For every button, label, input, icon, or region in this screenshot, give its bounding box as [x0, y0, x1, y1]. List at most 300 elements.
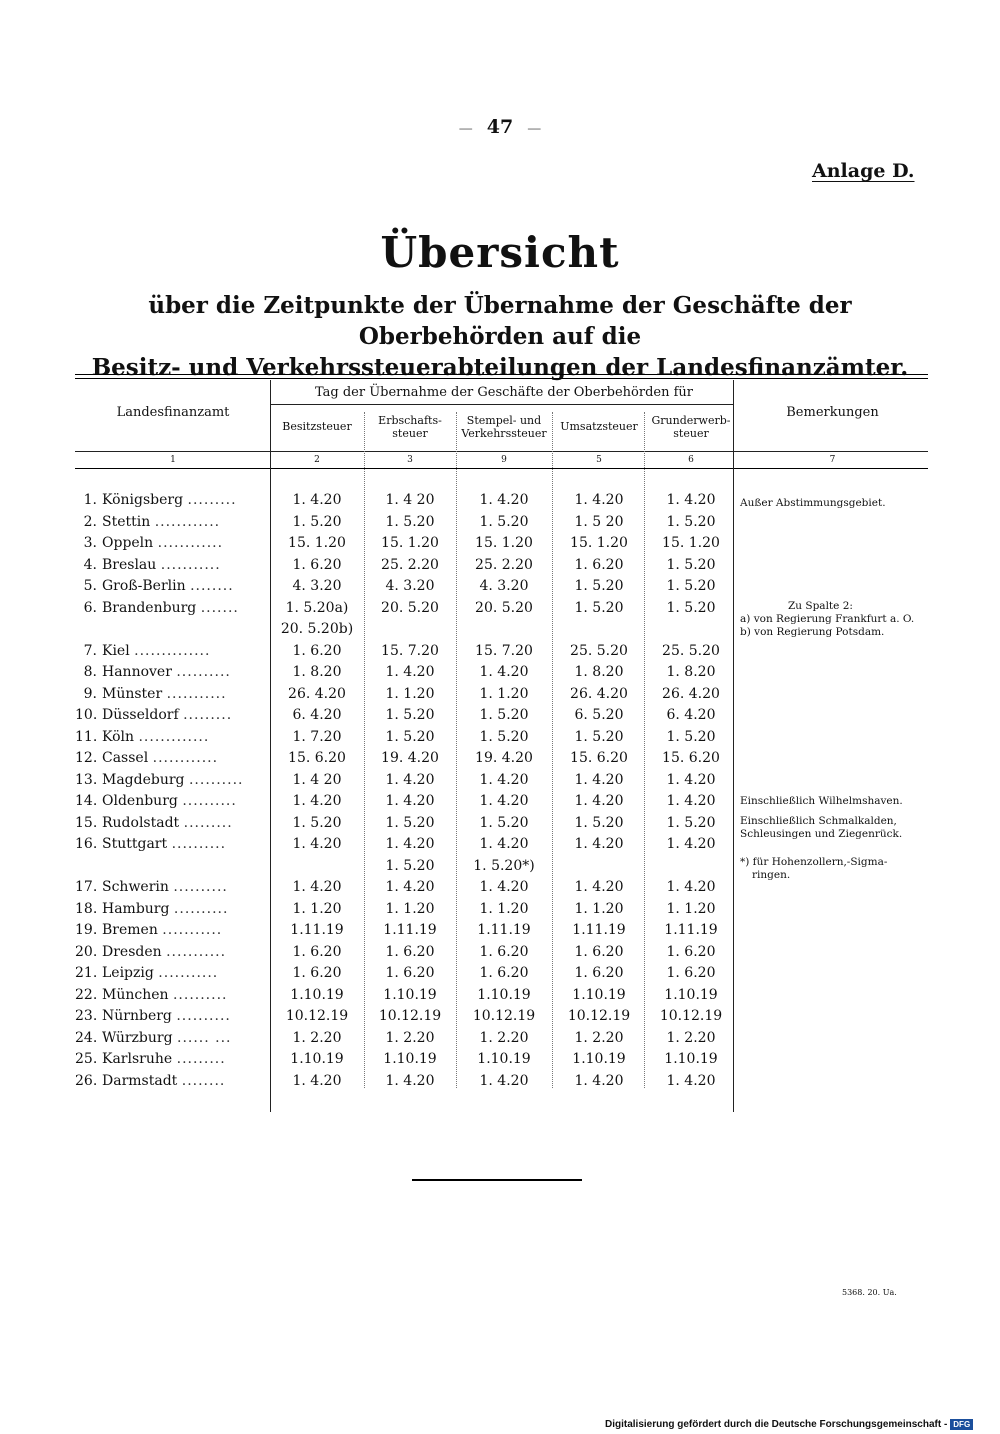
header-erbschaft-line1: Erbschafts- [378, 414, 442, 427]
date-stempel: 1. 4.20 [479, 793, 529, 809]
table-row [75, 1049, 935, 1070]
leader-dots: ......... [187, 492, 237, 508]
date-umsatz: 15. 6.20 [570, 750, 628, 766]
date-umsatz: 26. 4.20 [570, 685, 628, 702]
header-rule [75, 451, 928, 452]
table-row [75, 748, 935, 769]
date-grunderwerb: 1.11.19 [664, 922, 718, 938]
date-stempel: 4. 3.20 [479, 578, 529, 594]
page-number [0, 116, 1000, 138]
date-besitz: 20. 5.20b) [280, 621, 354, 637]
row-number: 10. [75, 707, 98, 723]
office-cell [75, 791, 265, 812]
date-erbschaft: 1. 5.20 [385, 814, 435, 831]
remark-rudolstadt [740, 815, 940, 841]
row-number: 4. [83, 556, 97, 573]
date-erbschaft: 1. 1.20 [385, 685, 435, 702]
table-row [75, 942, 935, 963]
office-cell [75, 748, 265, 769]
leader-dots: ......... [183, 814, 233, 831]
date-besitz: 1. 4.20 [292, 793, 342, 809]
table-row [75, 899, 935, 920]
date-stempel: 19. 4.20 [475, 750, 533, 766]
row-number: 1. [83, 492, 97, 508]
date-stempel: 15. 1.20 [475, 535, 533, 551]
office-cell [75, 1071, 265, 1092]
date-grunderwerb: 1. 4.20 [666, 771, 716, 788]
page-number-dash-left: — [458, 121, 473, 137]
leader-dots: ............ [157, 535, 224, 551]
office-name: Schwerin [102, 879, 169, 895]
office-name: Rudolstadt [102, 814, 180, 831]
colnum-3: 3 [407, 455, 413, 465]
leader-dots: ........... [158, 965, 219, 981]
document-title: Übersicht [380, 228, 620, 277]
date-besitz: 15. 1.20 [288, 535, 346, 551]
table-row [75, 1071, 935, 1092]
header-stempel-line1: Stempel- und [466, 414, 542, 427]
date-besitz: 1. 8.20 [292, 664, 342, 680]
date-grunderwerb: 1. 5.20 [666, 728, 716, 745]
date-umsatz: 1. 6.20 [574, 965, 624, 981]
date-besitz: 4. 3.20 [292, 578, 342, 594]
table-row [75, 641, 935, 662]
date-erbschaft: 1.10.19 [383, 986, 437, 1003]
office-name: Oldenburg [102, 793, 178, 809]
row-number: 25. [75, 1051, 98, 1067]
row-number: 17. [75, 879, 98, 895]
row-number: 23. [75, 1008, 98, 1024]
date-stempel: 1. 5.20 [479, 728, 529, 745]
row-number: 13. [75, 771, 98, 788]
office-name: Dresden [102, 943, 162, 960]
office-cell [75, 512, 265, 533]
table-row [75, 576, 935, 597]
row-number: 18. [75, 900, 98, 917]
date-grunderwerb: 1. 4.20 [666, 836, 716, 852]
date-besitz: 1. 4 20 [292, 771, 342, 788]
row-number: 21. [75, 965, 98, 981]
date-stempel: 1.11.19 [477, 922, 531, 938]
leader-dots: ......... [176, 1051, 226, 1067]
date-besitz: 10.12.19 [285, 1008, 349, 1024]
date-stempel: 1.10.19 [477, 1051, 531, 1067]
date-grunderwerb: 10.12.19 [659, 1008, 723, 1024]
date-besitz: 1.10.19 [290, 1051, 344, 1067]
office-name: Stuttgart [102, 836, 168, 852]
date-grunderwerb: 1. 8.20 [666, 664, 716, 680]
date-stempel: 1. 5.20 [479, 513, 529, 530]
date-umsatz: 1. 5 20 [574, 513, 624, 530]
office-name: Cassel [102, 750, 149, 766]
leader-dots: .............. [134, 642, 211, 659]
table-row [75, 662, 935, 683]
date-besitz: 6. 4.20 [292, 707, 342, 723]
remark-stuttgart [740, 856, 940, 882]
office-name: Bremen [102, 922, 158, 938]
office-name: Oppeln [102, 535, 154, 551]
office-cell [75, 1028, 265, 1049]
office-cell [75, 899, 265, 920]
date-grunderwerb: 26. 4.20 [662, 685, 720, 702]
leader-dots: .......... [171, 836, 227, 852]
colnum-rule [75, 468, 928, 469]
colnum-5: 5 [596, 455, 602, 465]
date-erbschaft: 20. 5.20 [381, 599, 439, 616]
row-number: 12. [75, 750, 98, 766]
office-name: Darmstadt [102, 1072, 178, 1089]
office-name: Groß-Berlin [102, 578, 186, 594]
date-grunderwerb: 1. 4.20 [666, 1072, 716, 1089]
date-besitz: 1. 4.20 [292, 492, 342, 508]
office-cell [75, 834, 265, 855]
leader-dots: ........ [181, 1072, 226, 1089]
remark-stuttgart-line1: *) für Hohenzollern,-Sigma- [740, 856, 888, 868]
office-name: Stettin [102, 513, 151, 530]
header-grunderwerb-line2: steuer [673, 427, 709, 440]
office-name: Königsberg [102, 492, 184, 508]
leader-dots: ........... [166, 685, 227, 702]
date-besitz: 1. 6.20 [292, 965, 342, 981]
date-stempel: 20. 5.20 [475, 599, 533, 616]
remark-stuttgart-line2: ringen. [752, 869, 791, 881]
date-umsatz: 1. 4.20 [574, 1072, 624, 1089]
date-erbschaft: 1. 6.20 [385, 943, 435, 960]
date-erbschaft: 1.10.19 [383, 1051, 437, 1067]
table-top-rule [75, 374, 928, 375]
date-grunderwerb: 1. 5.20 [666, 513, 716, 530]
date-erbschaft: 1. 2.20 [385, 1029, 435, 1046]
date-stempel: 1.10.19 [477, 986, 531, 1003]
row-number: 3. [83, 535, 97, 551]
office-cell [75, 555, 265, 576]
date-stempel: 1. 2.20 [479, 1029, 529, 1046]
row-number: 26. [75, 1072, 98, 1089]
date-erbschaft: 10.12.19 [378, 1008, 442, 1024]
office-name: Düsseldorf [102, 707, 179, 723]
date-erbschaft: 1. 4 20 [385, 492, 435, 508]
date-grunderwerb: 1. 2.20 [666, 1029, 716, 1046]
date-umsatz: 10.12.19 [567, 1008, 631, 1024]
leader-dots: ........... [162, 922, 223, 938]
header-stempel-line2: Verkehrssteuer [461, 427, 547, 440]
header-erbschaft-line2: steuer [392, 427, 428, 440]
date-umsatz: 1. 5.20 [574, 814, 624, 831]
office-cell [75, 705, 265, 726]
date-stempel: 1. 1.20 [479, 900, 529, 917]
leader-dots: .......... [172, 986, 228, 1003]
footer-credit-text: Digitalisierung gefördert durch die Deutsche Forschungsgemeinschaft - [605, 1419, 948, 1431]
remark-brandenburg-head: Zu Spalte 2: [788, 600, 853, 612]
date-umsatz: 1. 6.20 [574, 556, 624, 573]
office-cell [75, 985, 265, 1006]
colnum-1: 1 [170, 455, 176, 465]
row-number: 24. [75, 1029, 98, 1046]
table-row [75, 1028, 935, 1049]
table-top-rule-2 [75, 378, 928, 379]
office-cell [75, 598, 265, 619]
office-name: Nürnberg [102, 1008, 172, 1024]
date-erbschaft: 1. 5.20 [385, 728, 435, 745]
office-cell [75, 641, 265, 662]
date-erbschaft: 1. 5.20 [385, 707, 435, 723]
row-number: 19. [75, 922, 98, 938]
subtitle-line-1: über die Zeitpunkte der Übernahme der Geschäfte der Oberbehörden auf die [148, 292, 852, 350]
date-umsatz: 1. 2.20 [574, 1029, 624, 1046]
leader-dots: ............ [152, 750, 219, 766]
date-besitz: 1. 5.20a) [285, 599, 349, 616]
row-number: 22. [75, 986, 98, 1003]
closing-rule [412, 1179, 582, 1181]
table-row [75, 770, 935, 791]
leader-dots: .......... [173, 900, 229, 917]
date-erbschaft: 1. 4.20 [385, 793, 435, 809]
office-cell [75, 942, 265, 963]
office-cell [75, 576, 265, 597]
office-name: Magdeburg [102, 771, 185, 788]
date-stempel: 10.12.19 [472, 1008, 536, 1024]
office-cell [75, 1049, 265, 1070]
office-name: Breslau [102, 556, 157, 573]
table-row [75, 684, 935, 705]
date-umsatz: 1. 4.20 [574, 492, 624, 508]
leader-dots: ........... [160, 556, 221, 573]
office-name: Brandenburg [102, 599, 197, 616]
date-stempel: 1. 4.20 [479, 771, 529, 788]
date-erbschaft: 1. 5.20 [385, 513, 435, 530]
header-stempel [457, 414, 551, 440]
table-row [75, 512, 935, 533]
header-erbschaft [365, 414, 455, 440]
row-number: 5. [83, 578, 97, 594]
date-stempel: 1. 4.20 [479, 492, 529, 508]
footer-credit [605, 1419, 973, 1430]
leader-dots: ............. [138, 728, 210, 745]
row-number: 20. [75, 943, 98, 960]
date-umsatz: 1.11.19 [572, 922, 626, 938]
leader-dots: .......... [173, 879, 228, 895]
leader-dots: ......... [183, 707, 233, 723]
date-erbschaft: 1. 4.20 [385, 836, 435, 852]
date-erbschaft: 1. 4.20 [385, 771, 435, 788]
date-besitz: 1. 2.20 [292, 1029, 342, 1046]
row-number: 8. [83, 664, 97, 680]
row-number: 11. [75, 728, 98, 745]
date-umsatz: 25. 5.20 [570, 642, 628, 659]
date-grunderwerb: 1. 5.20 [666, 814, 716, 831]
row-number: 15. [75, 814, 98, 831]
office-name: München [102, 986, 169, 1003]
table-row [75, 555, 935, 576]
date-besitz: 1. 5.20 [292, 814, 342, 831]
office-cell [75, 877, 265, 898]
date-grunderwerb: 1. 4.20 [666, 793, 716, 809]
date-besitz: 1. 4.20 [292, 879, 342, 895]
date-grunderwerb: 1. 4.20 [666, 879, 716, 895]
row-number: 14. [75, 793, 98, 809]
row-number: 7. [83, 642, 97, 659]
table-row [75, 533, 935, 554]
date-umsatz: 1. 5.20 [574, 599, 624, 616]
date-erbschaft: 1. 4.20 [385, 1072, 435, 1089]
date-umsatz: 1. 5.20 [574, 728, 624, 745]
leader-dots: ........ [190, 578, 234, 594]
colnum-7: 7 [829, 455, 836, 465]
office-cell [75, 813, 265, 834]
office-name: Hannover [102, 664, 172, 680]
header-besitz: Besitzsteuer [282, 420, 352, 433]
date-besitz: 1. 5.20 [292, 513, 342, 530]
date-stempel: 1. 4.20 [479, 664, 529, 680]
leader-dots: ........... [166, 943, 227, 960]
leader-dots: .......... [176, 664, 231, 680]
office-cell [75, 1006, 265, 1027]
date-besitz: 1. 1.20 [292, 900, 342, 917]
remark-brandenburg-a: a) von Regierung Frankfurt a. O. [740, 613, 915, 625]
date-besitz: 26. 4.20 [288, 685, 346, 702]
leader-dots: ...... ... [177, 1029, 232, 1046]
leader-dots: ....... [200, 599, 239, 616]
appendix-label: Anlage D. [812, 160, 915, 182]
leader-dots: .......... [182, 793, 237, 809]
date-besitz: 1. 4.20 [292, 836, 342, 852]
office-name: Hamburg [102, 900, 170, 917]
date-umsatz: 1. 5.20 [574, 578, 624, 594]
date-grunderwerb: 1. 1.20 [666, 900, 716, 917]
date-umsatz: 1. 6.20 [574, 943, 624, 960]
date-umsatz: 6. 5.20 [574, 707, 624, 723]
date-grunderwerb: 1.10.19 [664, 986, 718, 1003]
page-number-value: 47 [486, 116, 514, 138]
office-cell [75, 963, 265, 984]
office-name: Leipzig [102, 965, 154, 981]
date-stempel: 1. 6.20 [479, 943, 529, 960]
table-row [75, 727, 935, 748]
remark-brandenburg-b: b) von Regierung Potsdam. [740, 626, 885, 638]
date-besitz: 15. 6.20 [288, 750, 346, 766]
date-stempel: 1. 5.20 [479, 707, 529, 723]
date-grunderwerb: 6. 4.20 [666, 707, 716, 723]
header-office: Landesfinanzamt [116, 405, 230, 420]
office-cell [75, 727, 265, 748]
remark-oldenburg: Einschließlich Wilhelmshaven. [740, 795, 903, 807]
date-stempel: 25. 2.20 [475, 556, 533, 573]
date-erbschaft: 1. 4.20 [385, 664, 435, 680]
date-umsatz: 1.10.19 [572, 986, 626, 1003]
date-grunderwerb: 15. 6.20 [662, 750, 720, 766]
leader-dots: ............ [154, 513, 221, 530]
date-stempel: 1. 4.20 [479, 1072, 529, 1089]
date-erbschaft: 1. 5.20 [385, 857, 435, 874]
table-row [75, 985, 935, 1006]
date-besitz: 1. 6.20 [292, 556, 342, 573]
office-name: Kiel [102, 642, 130, 659]
date-grunderwerb: 1. 5.20 [666, 599, 716, 616]
office-cell [75, 684, 265, 705]
office-cell [75, 920, 265, 941]
remark-rudolstadt-line1: Einschließlich Schmalkalden, [740, 815, 897, 827]
date-erbschaft: 19. 4.20 [381, 750, 439, 766]
row-number: 16. [75, 836, 98, 852]
date-umsatz: 1. 4.20 [574, 836, 624, 852]
date-besitz: 1. 4.20 [292, 1072, 342, 1089]
table-row [75, 705, 935, 726]
office-name: Würzburg [102, 1029, 173, 1046]
leader-dots: .......... [188, 771, 244, 788]
header-grunderwerb [645, 414, 737, 440]
table-row [75, 963, 935, 984]
date-besitz: 1. 7.20 [292, 728, 342, 745]
date-besitz: 1.10.19 [290, 986, 344, 1003]
date-umsatz: 1. 4.20 [574, 771, 624, 788]
date-grunderwerb: 1. 5.20 [666, 578, 716, 594]
office-name: Münster [102, 685, 163, 702]
date-stempel: 1. 4.20 [479, 879, 529, 895]
dfg-logo: DFG [950, 1419, 973, 1430]
header-grunderwerb-line1: Grunderwerb- [651, 414, 731, 427]
date-erbschaft: 1. 4.20 [385, 879, 435, 895]
table-row [75, 920, 935, 941]
remark-koenigsberg: Außer Abstimmungsgebiet. [740, 497, 886, 509]
date-erbschaft: 1. 1.20 [385, 900, 435, 917]
date-grunderwerb: 1. 5.20 [666, 556, 716, 573]
header-group-rule [271, 404, 733, 405]
header-group: Tag der Übernahme der Geschäfte der Oberbehörden für [314, 385, 694, 400]
remark-brandenburg [740, 600, 940, 639]
date-stempel: 1. 4.20 [479, 836, 529, 852]
date-stempel: 1. 6.20 [479, 965, 529, 981]
date-umsatz: 1.10.19 [572, 1051, 626, 1067]
office-cell [75, 662, 265, 683]
row-number: 9. [83, 685, 97, 702]
date-stempel: 1. 1.20 [479, 685, 529, 702]
row-number: 6. [83, 599, 97, 616]
document-subtitle [60, 290, 940, 383]
date-stempel: 1. 5.20 [479, 814, 529, 831]
date-umsatz: 1. 8.20 [574, 664, 624, 680]
office-name: Köln [102, 728, 135, 745]
table-row [75, 1006, 935, 1027]
date-grunderwerb: 25. 5.20 [662, 642, 720, 659]
date-umsatz: 1. 4.20 [574, 879, 624, 895]
date-grunderwerb: 1.10.19 [664, 1051, 718, 1067]
date-erbschaft: 15. 1.20 [381, 535, 439, 551]
date-grunderwerb: 15. 1.20 [662, 535, 720, 551]
date-erbschaft: 25. 2.20 [381, 556, 439, 573]
subtitle-line-2: Besitz- und Verkehrssteuerabteilungen der Landesfinanzämter. [91, 354, 909, 381]
date-umsatz: 1. 1.20 [574, 900, 624, 917]
date-besitz: 1. 6.20 [292, 642, 342, 659]
header-umsatz: Umsatzsteuer [560, 420, 638, 433]
date-grunderwerb: 1. 6.20 [666, 965, 716, 981]
date-besitz: 1.11.19 [290, 922, 344, 938]
remark-rudolstadt-line2: Schleusingen und Ziegenrück. [740, 828, 903, 840]
office-cell [75, 770, 265, 791]
office-cell [75, 490, 265, 511]
date-erbschaft: 15. 7.20 [381, 642, 439, 659]
header-remarks: Bemerkungen [786, 405, 879, 420]
date-grunderwerb: 1. 4.20 [666, 492, 716, 508]
colnum-6: 6 [688, 455, 694, 465]
date-erbschaft: 1. 6.20 [385, 965, 435, 981]
date-umsatz: 1. 4.20 [574, 793, 624, 809]
page-number-dash-right: — [527, 121, 542, 137]
leader-dots: .......... [176, 1008, 231, 1024]
date-erbschaft: 4. 3.20 [385, 578, 435, 594]
office-cell [75, 533, 265, 554]
row-number: 2. [83, 513, 97, 530]
colnum-2: 2 [314, 455, 320, 465]
